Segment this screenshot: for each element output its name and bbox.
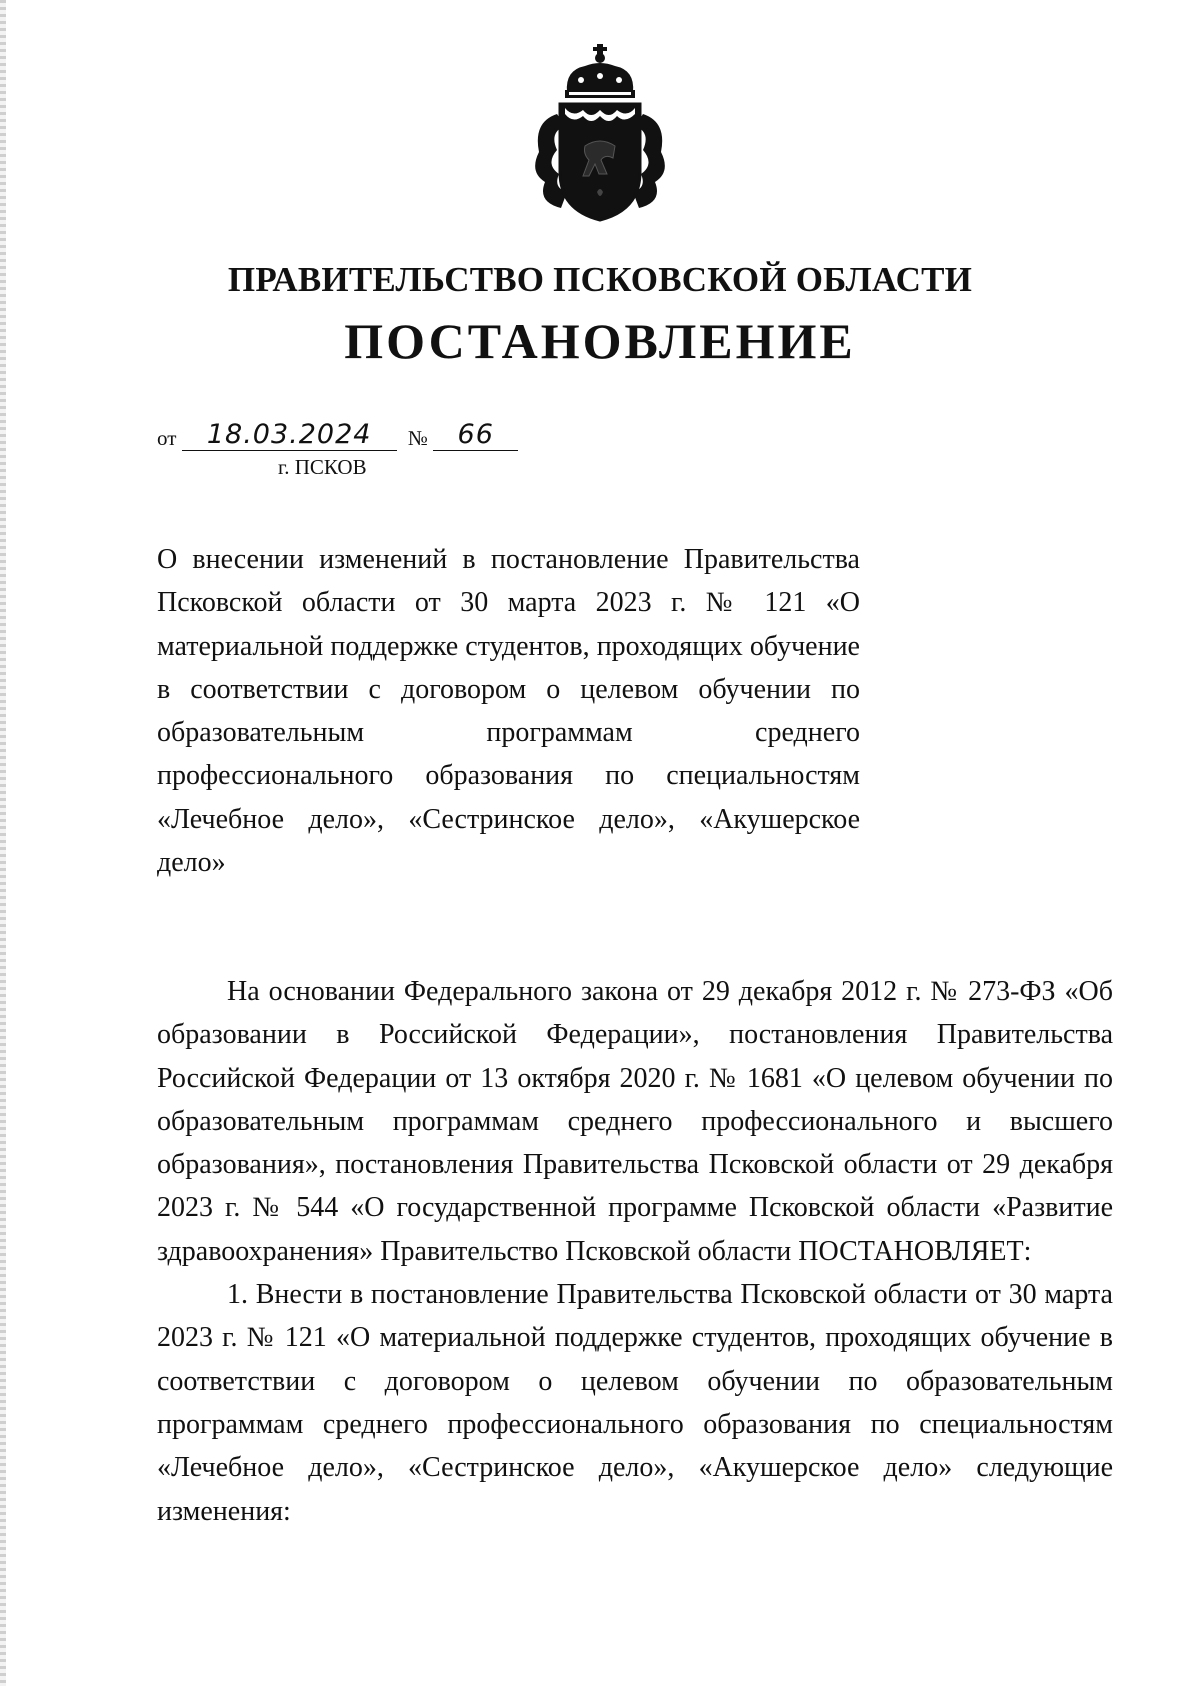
document-type-title: ПОСТАНОВЛЕНИЕ — [344, 313, 856, 369]
handwritten-date: 18.03.2024 — [182, 420, 397, 451]
document-subject: О внесении изменений в постановление Правительства Псковской области от 30 марта 2023 г. № 121 «О материальной поддержке студентов, проходящих обучение в соответствии с договором о целевом обучении по образовательным программам среднего профессионального образования по специальностям «Лечебное дело», «Сестринское дело», «Акушерское дело» — [157, 544, 860, 879]
document-body — [157, 970, 1113, 1533]
coat-of-arms-icon — [515, 42, 685, 232]
scan-edge — [0, 0, 6, 1686]
handwritten-number: 66 — [433, 420, 518, 451]
organization-title: ПРАВИТЕЛЬСТВО ПСКОВСКОЙ ОБЛАСТИ — [227, 260, 973, 299]
date-number-line — [157, 420, 518, 451]
city-label: г. ПСКОВ — [278, 455, 367, 479]
body-paragraph: На основании Федерального закона от 29 декабря 2012 г. № 273-ФЗ «Об образовании в Российской Федерации», постановления Правительства Российской Федерации от 13 октября 2020 г. № 1681 «О целевом обучении по образовательным программам среднего профессионального и высшего образования», постановления Правительства Псковской области от 29 декабря 2023 г. № 544 «О государственной программе Псковской области «Развитие здравоохранения» Правительство Псковской области ПОСТАНОВЛЯЕТ: — [157, 976, 1113, 1267]
date-label: от — [157, 426, 177, 450]
body-paragraph: 1. Внести в постановление Правительства Псковской области от 30 марта 2023 г. № 121 «О материальной поддержке студентов, проходящих обучение в соответствии с договором о целевом обучении по образовательным программам среднего профессионального образования по специальностям «Лечебное дело», «Сестринское дело», «Акушерское дело» следующие изменения: — [157, 1279, 1113, 1527]
number-label: № — [407, 426, 428, 450]
